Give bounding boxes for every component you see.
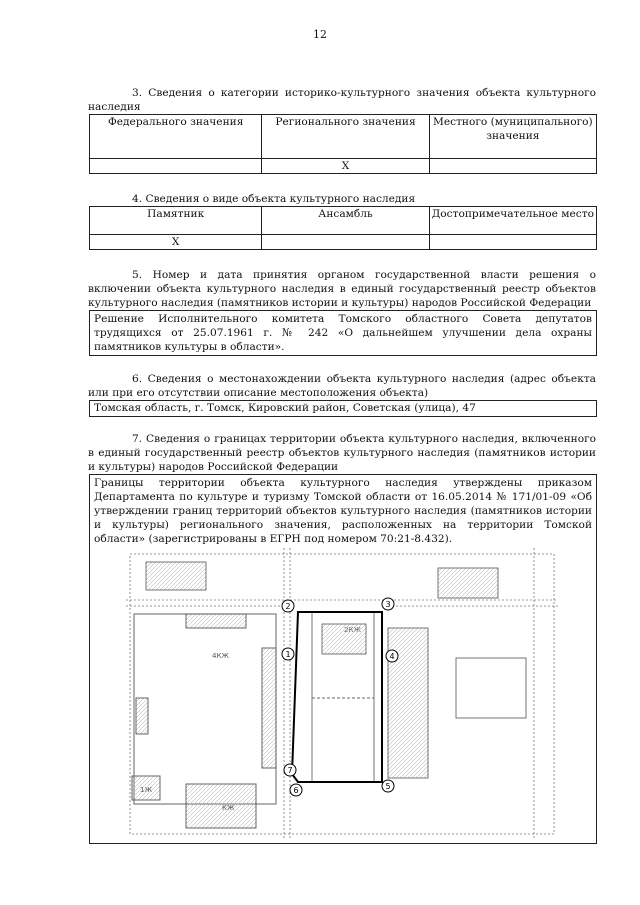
section-4-heading: 4. Сведения о виде объекта культурного наследия (132, 193, 416, 205)
map-label-building-b: КЖ (222, 804, 235, 812)
category-header-local: Местного (муниципального) значения (429, 115, 596, 159)
map-point-2 (282, 600, 294, 612)
section-5-heading: 5. Номер и дата принятия органом государственной власти решения о включении объекта культурного наследия в единый государственный реестр объектов культурного наследия (памятников истории и культуры) народов Российской Федерации (88, 269, 596, 309)
category-value-federal (90, 159, 262, 174)
type-table (89, 206, 597, 250)
address-box (89, 400, 597, 417)
map-point-6 (290, 784, 302, 796)
address-text: Томская область, г. Томск, Кировский район, Советская (улица), 47 (94, 402, 476, 414)
svg-text:7: 7 (287, 766, 293, 775)
section-3-heading: 3. Сведения о категории историко-культурного значения объекта культурного наследия (88, 87, 596, 113)
map-point-3 (382, 598, 394, 610)
section-7-heading: 7. Сведения о границах территории объекта культурного наследия, включенного в единый государственный реестр объектов культурного наследия (памятников истории и культуры) народов Российской Федерации (88, 433, 596, 473)
type-value-landmark (429, 235, 596, 250)
svg-text:1: 1 (285, 650, 291, 659)
svg-text:3: 3 (385, 600, 391, 609)
category-header-regional: Регионального значения (262, 115, 429, 159)
map-label-building-a: 4КЖ (212, 652, 229, 660)
type-header-monument: Памятник (90, 207, 262, 235)
category-table (89, 114, 597, 174)
category-value-regional: Х (262, 159, 429, 174)
territory-map-drawing (126, 548, 558, 838)
map-label-building-c: 1Ж (140, 786, 152, 794)
map-point-4 (386, 650, 398, 662)
svg-text:5: 5 (385, 782, 391, 791)
decision-text: Решение Исполнительного комитета Томского областного Совета депутатов трудящихся от 25.07.1961 г. № 242 «О дальнейшем улучшении дела охраны памятников культуры в области». (94, 313, 592, 353)
boundaries-text: Границы территории объекта культурного наследия утверждены приказом Департамента по культуре и туризму Томской области от 16.05.2014 № 171/01-09 «Об утверждении границ территорий объектов культурного наследия (памятников истории и культуры) регионального значения, расположенных на территории Томской области» (зарегистрированы в ЕГРН под номером 70:21-8.432). (94, 477, 592, 545)
type-value-monument: Х (90, 235, 262, 250)
svg-text:6: 6 (293, 786, 299, 795)
territory-map (126, 548, 558, 838)
map-point-7 (284, 764, 296, 776)
section-6-heading: 6. Сведения о местонахождении объекта культурного наследия (адрес объекта или при его отсутствии описание местоположения объекта) (88, 373, 596, 399)
type-header-landmark: Достопримечательное место (429, 207, 596, 235)
decision-box (89, 310, 597, 356)
map-point-1 (282, 648, 294, 660)
type-value-ensemble (262, 235, 429, 250)
map-point-5 (382, 780, 394, 792)
type-header-ensemble: Ансамбль (262, 207, 429, 235)
category-header-federal: Федерального значения (90, 115, 262, 159)
svg-text:4: 4 (389, 652, 395, 661)
page-number: 12 (313, 28, 327, 41)
category-value-local (429, 159, 596, 174)
svg-text:2: 2 (285, 602, 291, 611)
